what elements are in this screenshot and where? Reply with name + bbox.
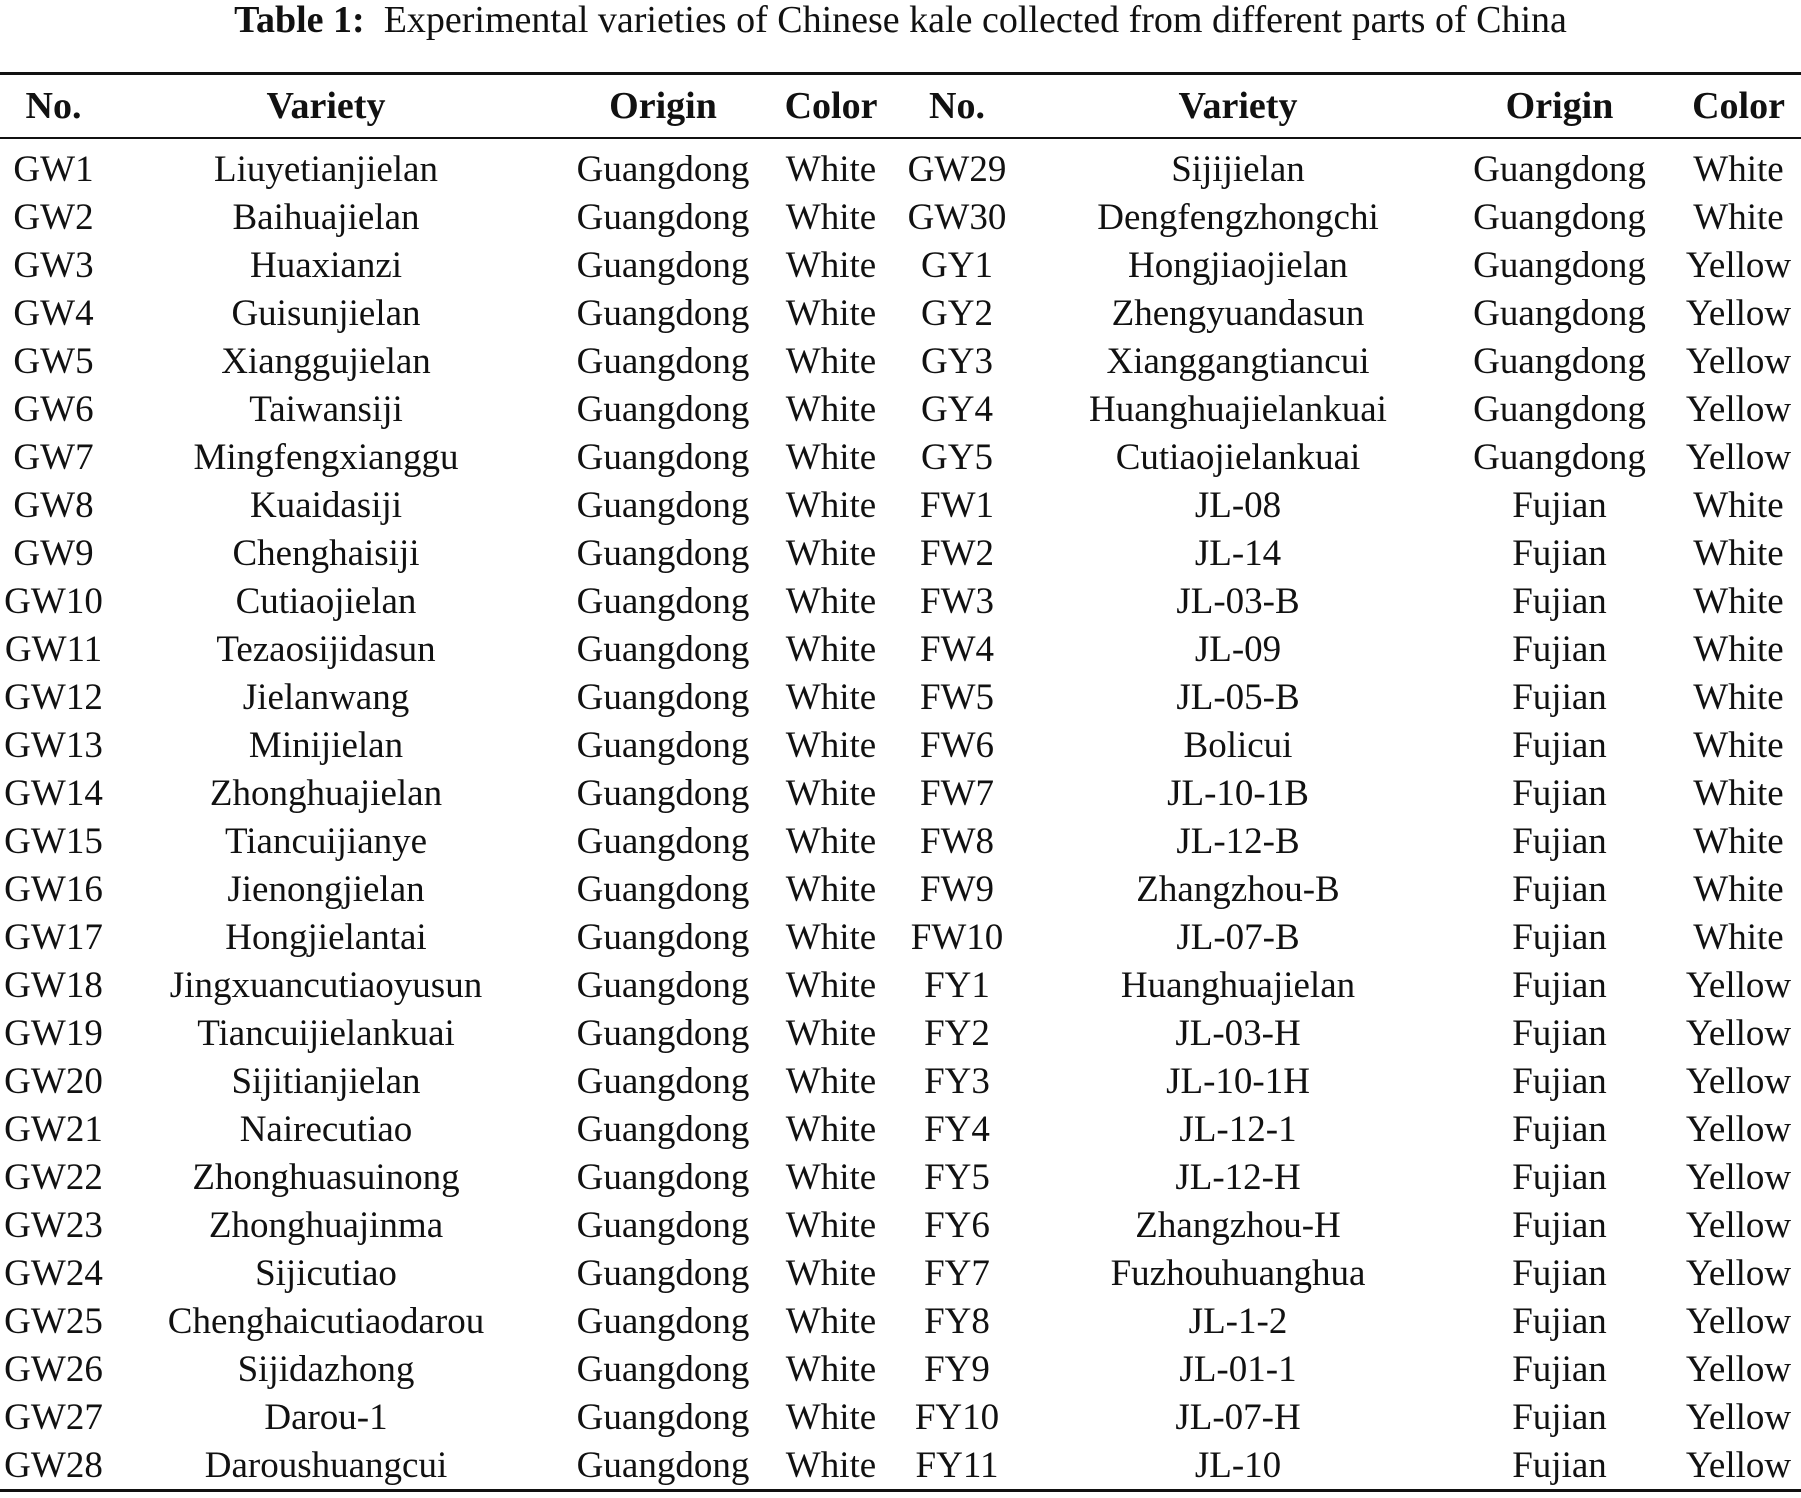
origin-cell: Fujian <box>1512 1300 1607 1342</box>
origin-cell: Guangdong <box>576 244 750 286</box>
color-cell: White <box>785 388 877 430</box>
origin-cell: Fujian <box>1512 1348 1607 1390</box>
origin-cell: Guangdong <box>576 628 750 670</box>
origin-cell: Guangdong <box>576 1252 750 1294</box>
no-cell: FY5 <box>924 1156 990 1198</box>
variety-cell: Zhonghuajielan <box>209 772 443 814</box>
header-row <box>0 75 1801 138</box>
table-row <box>0 289 1801 337</box>
color-cell: White <box>785 340 877 382</box>
table-row <box>0 1201 1801 1249</box>
color-cell: Yellow <box>1685 1060 1792 1102</box>
color-cell: White <box>785 1348 877 1390</box>
no-cell: FY7 <box>924 1252 990 1294</box>
origin-cell: Guangdong <box>1473 340 1646 382</box>
no-cell: FY9 <box>924 1348 990 1390</box>
variety-cell: Zhonghuasuinong <box>192 1156 460 1198</box>
no-cell: GY1 <box>921 244 993 286</box>
variety-cell: JL-10-1H <box>1166 1060 1310 1102</box>
origin-cell: Guangdong <box>576 724 750 766</box>
variety-cell: Chenghaisiji <box>232 532 420 574</box>
origin-cell: Guangdong <box>1473 244 1646 286</box>
color-cell: Yellow <box>1685 436 1792 478</box>
variety-cell: JL-12-B <box>1176 820 1300 862</box>
origin-cell: Guangdong <box>576 964 750 1006</box>
origin-cell: Fujian <box>1512 532 1607 574</box>
origin-cell: Guangdong <box>576 1108 750 1150</box>
no-cell: GW13 <box>4 724 103 766</box>
table-row <box>0 1009 1801 1057</box>
no-cell: GW4 <box>13 292 94 334</box>
color-cell: White <box>1693 196 1784 238</box>
color-cell: White <box>785 628 877 670</box>
table-row <box>0 961 1801 1009</box>
no-cell: FW6 <box>920 724 994 766</box>
no-cell: GW18 <box>4 964 103 1006</box>
table-row <box>0 577 1801 625</box>
no-cell: GW6 <box>13 388 94 430</box>
column-header: Color <box>1692 85 1785 127</box>
color-cell: Yellow <box>1685 1012 1792 1054</box>
no-cell: GW11 <box>4 628 103 670</box>
color-cell: White <box>785 916 877 958</box>
table-row <box>0 1345 1801 1393</box>
no-cell: GW3 <box>13 244 94 286</box>
origin-cell: Fujian <box>1512 1108 1607 1150</box>
color-cell: Yellow <box>1685 1348 1792 1390</box>
origin-cell: Fujian <box>1512 676 1607 718</box>
variety-cell: Cutiaojielankuai <box>1115 436 1361 478</box>
variety-cell: Mingfengxianggu <box>193 436 459 478</box>
origin-cell: Fujian <box>1512 1396 1607 1438</box>
table-row <box>0 481 1801 529</box>
color-cell: White <box>1693 916 1784 958</box>
no-cell: FY11 <box>915 1444 999 1486</box>
variety-cell: JL-1-2 <box>1188 1300 1288 1342</box>
origin-cell: Guangdong <box>1473 148 1646 190</box>
column-header: Color <box>784 85 878 127</box>
no-cell: FW7 <box>920 772 994 814</box>
origin-cell: Guangdong <box>576 292 750 334</box>
variety-cell: Sijitianjielan <box>231 1060 421 1102</box>
variety-cell: Dengfengzhongchi <box>1097 196 1379 238</box>
origin-cell: Guangdong <box>576 340 750 382</box>
color-cell: White <box>785 1108 877 1150</box>
no-cell: FY10 <box>914 1396 1000 1438</box>
variety-cell: Xianggujielan <box>221 340 431 382</box>
color-cell: White <box>785 1252 877 1294</box>
origin-cell: Guangdong <box>576 820 750 862</box>
origin-cell: Guangdong <box>576 148 750 190</box>
no-cell: FY3 <box>924 1060 990 1102</box>
variety-cell: Hongjiaojielan <box>1128 244 1348 286</box>
varieties-table-container <box>0 72 1801 1492</box>
color-cell: Yellow <box>1685 340 1792 382</box>
table-row <box>0 865 1801 913</box>
no-cell: GY3 <box>921 340 993 382</box>
table-row <box>0 913 1801 961</box>
variety-cell: Liuyetianjielan <box>214 148 438 190</box>
color-cell: White <box>785 1156 877 1198</box>
table-row <box>0 817 1801 865</box>
origin-cell: Guangdong <box>576 532 750 574</box>
table-row <box>0 385 1801 433</box>
variety-cell: Daroushuangcui <box>204 1444 448 1486</box>
variety-cell: JL-12-1 <box>1179 1108 1297 1150</box>
origin-cell: Guangdong <box>576 916 750 958</box>
no-cell: GW22 <box>4 1156 103 1198</box>
color-cell: White <box>785 964 877 1006</box>
origin-cell: Fujian <box>1512 628 1607 670</box>
no-cell: GW2 <box>13 196 94 238</box>
table-body <box>0 138 1801 1489</box>
caption-text: Experimental varieties of Chinese kale collected from different parts of China <box>383 0 1567 41</box>
no-cell: GW8 <box>13 484 94 526</box>
table-row <box>0 1393 1801 1441</box>
color-cell: White <box>785 1012 877 1054</box>
variety-cell: Jielanwang <box>242 676 410 718</box>
no-cell: GW19 <box>4 1012 103 1054</box>
origin-cell: Fujian <box>1512 964 1607 1006</box>
variety-cell: Kuaidasiji <box>249 484 403 526</box>
table-row <box>0 1297 1801 1345</box>
color-cell: White <box>1693 772 1784 814</box>
no-cell: FW9 <box>920 868 994 910</box>
color-cell: White <box>785 292 877 334</box>
origin-cell: Fujian <box>1512 1060 1607 1102</box>
origin-cell: Guangdong <box>576 1444 750 1486</box>
variety-cell: Huanghuajielan <box>1120 964 1356 1006</box>
color-cell: White <box>785 244 877 286</box>
variety-cell: Tiancuijielankuai <box>197 1012 455 1054</box>
origin-cell: Guangdong <box>576 676 750 718</box>
origin-cell: Guangdong <box>1473 436 1646 478</box>
variety-cell: Sijijielan <box>1171 148 1305 190</box>
color-cell: Yellow <box>1685 1444 1792 1486</box>
no-cell: GW1 <box>13 148 94 190</box>
variety-cell: Hongjielantai <box>225 916 427 958</box>
variety-cell: Fuzhouhuanghua <box>1110 1252 1366 1294</box>
variety-cell: Xianggangtiancui <box>1106 340 1370 382</box>
origin-cell: Guangdong <box>576 1300 750 1342</box>
table-row <box>0 193 1801 241</box>
no-cell: GW14 <box>4 772 103 814</box>
no-cell: FY2 <box>924 1012 990 1054</box>
table-row <box>0 241 1801 289</box>
no-cell: GW15 <box>4 820 103 862</box>
no-cell: GW27 <box>4 1396 103 1438</box>
variety-cell: JL-07-H <box>1175 1396 1301 1438</box>
no-cell: FY4 <box>924 1108 990 1150</box>
origin-cell: Guangdong <box>576 1012 750 1054</box>
table-row <box>0 337 1801 385</box>
no-cell: FW10 <box>910 916 1004 958</box>
color-cell: White <box>1693 484 1784 526</box>
color-cell: White <box>1693 868 1784 910</box>
no-cell: FW4 <box>920 628 994 670</box>
origin-cell: Fujian <box>1512 772 1607 814</box>
no-cell: GW26 <box>4 1348 103 1390</box>
variety-cell: Zhangzhou-B <box>1136 868 1340 910</box>
color-cell: White <box>785 148 877 190</box>
color-cell: White <box>785 1444 877 1486</box>
color-cell: Yellow <box>1685 1396 1792 1438</box>
no-cell: FW8 <box>920 820 994 862</box>
no-cell: FW3 <box>920 580 994 622</box>
variety-cell: Zhengyuandasun <box>1111 292 1365 334</box>
table-row <box>0 769 1801 817</box>
table-row <box>0 721 1801 769</box>
origin-cell: Fujian <box>1512 724 1607 766</box>
no-cell: FY1 <box>924 964 990 1006</box>
origin-cell: Fujian <box>1512 1012 1607 1054</box>
variety-cell: JL-07-B <box>1176 916 1300 958</box>
column-header: No. <box>25 85 82 127</box>
column-header: Origin <box>609 85 717 127</box>
color-cell: White <box>1693 676 1784 718</box>
origin-cell: Fujian <box>1512 1252 1607 1294</box>
variety-cell: JL-03-B <box>1176 580 1300 622</box>
color-cell: Yellow <box>1685 1300 1792 1342</box>
no-cell: GW5 <box>13 340 94 382</box>
color-cell: Yellow <box>1685 388 1792 430</box>
table-row <box>0 1057 1801 1105</box>
color-cell: Yellow <box>1685 1108 1792 1150</box>
color-cell: White <box>785 196 877 238</box>
variety-cell: Jienongjielan <box>227 868 425 910</box>
origin-cell: Fujian <box>1512 1204 1607 1246</box>
no-cell: GY5 <box>921 436 993 478</box>
no-cell: GW7 <box>13 436 94 478</box>
origin-cell: Guangdong <box>576 436 750 478</box>
color-cell: Yellow <box>1685 1204 1792 1246</box>
origin-cell: Fujian <box>1512 916 1607 958</box>
variety-cell: Cutiaojielan <box>235 580 417 622</box>
color-cell: White <box>1693 820 1784 862</box>
variety-cell: JL-10 <box>1194 1444 1282 1486</box>
origin-cell: Fujian <box>1512 868 1607 910</box>
no-cell: GW29 <box>907 148 1007 190</box>
color-cell: Yellow <box>1685 1252 1792 1294</box>
origin-cell: Guangdong <box>576 388 750 430</box>
origin-cell: Guangdong <box>576 1204 750 1246</box>
color-cell: White <box>785 484 877 526</box>
no-cell: GW28 <box>4 1444 103 1486</box>
table-row <box>0 433 1801 481</box>
color-cell: White <box>785 580 877 622</box>
variety-cell: Minijielan <box>248 724 404 766</box>
color-cell: White <box>1693 580 1784 622</box>
no-cell: GY4 <box>921 388 993 430</box>
table-row <box>0 625 1801 673</box>
no-cell: GW12 <box>4 676 103 718</box>
column-header: Variety <box>266 85 386 127</box>
variety-cell: JL-12-H <box>1175 1156 1301 1198</box>
color-cell: Yellow <box>1685 292 1792 334</box>
origin-cell: Guangdong <box>1473 196 1646 238</box>
no-cell: GW9 <box>13 532 94 574</box>
origin-cell: Guangdong <box>576 484 750 526</box>
color-cell: White <box>785 1396 877 1438</box>
color-cell: White <box>785 532 877 574</box>
origin-cell: Guangdong <box>576 1396 750 1438</box>
variety-cell: Sijidazhong <box>237 1348 415 1390</box>
origin-cell: Guangdong <box>576 1156 750 1198</box>
origin-cell: Guangdong <box>576 196 750 238</box>
variety-cell: JL-03-H <box>1175 1012 1301 1054</box>
color-cell: White <box>785 676 877 718</box>
table-caption <box>0 0 1801 40</box>
caption-label: Table 1: <box>234 0 365 41</box>
variety-cell: Huaxianzi <box>249 244 403 286</box>
variety-cell: JL-09 <box>1194 628 1282 670</box>
varieties-table <box>0 75 1801 1489</box>
table-row <box>0 529 1801 577</box>
table-row <box>0 138 1801 193</box>
color-cell: White <box>785 820 877 862</box>
variety-cell: Bolicui <box>1183 724 1293 766</box>
variety-cell: Tiancuijianye <box>224 820 428 862</box>
origin-cell: Fujian <box>1512 580 1607 622</box>
color-cell: White <box>785 868 877 910</box>
origin-cell: Guangdong <box>576 868 750 910</box>
variety-cell: Darou-1 <box>264 1396 388 1438</box>
variety-cell: Zhangzhou-H <box>1135 1204 1341 1246</box>
no-cell: GW25 <box>4 1300 103 1342</box>
origin-cell: Guangdong <box>1473 388 1646 430</box>
table-row <box>0 1249 1801 1297</box>
origin-cell: Fujian <box>1512 1156 1607 1198</box>
no-cell: GW23 <box>4 1204 103 1246</box>
color-cell: White <box>1693 628 1784 670</box>
no-cell: GW21 <box>4 1108 103 1150</box>
color-cell: Yellow <box>1685 1156 1792 1198</box>
column-header: No. <box>929 85 985 127</box>
origin-cell: Guangdong <box>576 1348 750 1390</box>
variety-cell: Tezaosijidasun <box>216 628 436 670</box>
no-cell: GW17 <box>4 916 103 958</box>
color-cell: White <box>785 724 877 766</box>
color-cell: White <box>785 1300 877 1342</box>
variety-cell: Guisunjielan <box>231 292 421 334</box>
variety-cell: Jingxuancutiaoyusun <box>169 964 483 1006</box>
no-cell: GW10 <box>4 580 103 622</box>
no-cell: GY2 <box>921 292 993 334</box>
table-row <box>0 673 1801 721</box>
origin-cell: Guangdong <box>576 580 750 622</box>
variety-cell: JL-14 <box>1194 532 1282 574</box>
origin-cell: Guangdong <box>576 772 750 814</box>
no-cell: GW20 <box>4 1060 103 1102</box>
origin-cell: Fujian <box>1512 1444 1607 1486</box>
no-cell: GW30 <box>907 196 1007 238</box>
no-cell: FW1 <box>920 484 994 526</box>
origin-cell: Fujian <box>1512 820 1607 862</box>
table-row <box>0 1441 1801 1489</box>
variety-cell: JL-08 <box>1194 484 1282 526</box>
no-cell: GW16 <box>4 868 103 910</box>
color-cell: White <box>1693 532 1784 574</box>
color-cell: White <box>785 772 877 814</box>
variety-cell: Baihuajielan <box>232 196 420 238</box>
variety-cell: Nairecutiao <box>239 1108 413 1150</box>
variety-cell: Sijicutiao <box>255 1252 397 1294</box>
color-cell: White <box>785 436 877 478</box>
no-cell: FY6 <box>924 1204 990 1246</box>
origin-cell: Guangdong <box>576 1060 750 1102</box>
table-row <box>0 1105 1801 1153</box>
column-header: Origin <box>1505 85 1614 127</box>
color-cell: White <box>785 1204 877 1246</box>
column-header: Variety <box>1178 85 1298 127</box>
variety-cell: JL-01-1 <box>1179 1348 1297 1390</box>
variety-cell: JL-05-B <box>1176 676 1300 718</box>
color-cell: White <box>1693 148 1784 190</box>
variety-cell: Taiwansiji <box>249 388 403 430</box>
no-cell: FY8 <box>924 1300 990 1342</box>
no-cell: GW24 <box>4 1252 103 1294</box>
variety-cell: JL-10-1B <box>1167 772 1309 814</box>
no-cell: FW2 <box>920 532 994 574</box>
color-cell: White <box>1693 724 1784 766</box>
variety-cell: Chenghaicutiaodarou <box>167 1300 485 1342</box>
origin-cell: Fujian <box>1512 484 1607 526</box>
color-cell: Yellow <box>1685 244 1792 286</box>
no-cell: FW5 <box>920 676 994 718</box>
origin-cell: Guangdong <box>1473 292 1646 334</box>
table-row <box>0 1153 1801 1201</box>
color-cell: Yellow <box>1685 964 1792 1006</box>
variety-cell: Huanghuajielankuai <box>1089 388 1387 430</box>
variety-cell: Zhonghuajinma <box>208 1204 444 1246</box>
color-cell: White <box>785 1060 877 1102</box>
